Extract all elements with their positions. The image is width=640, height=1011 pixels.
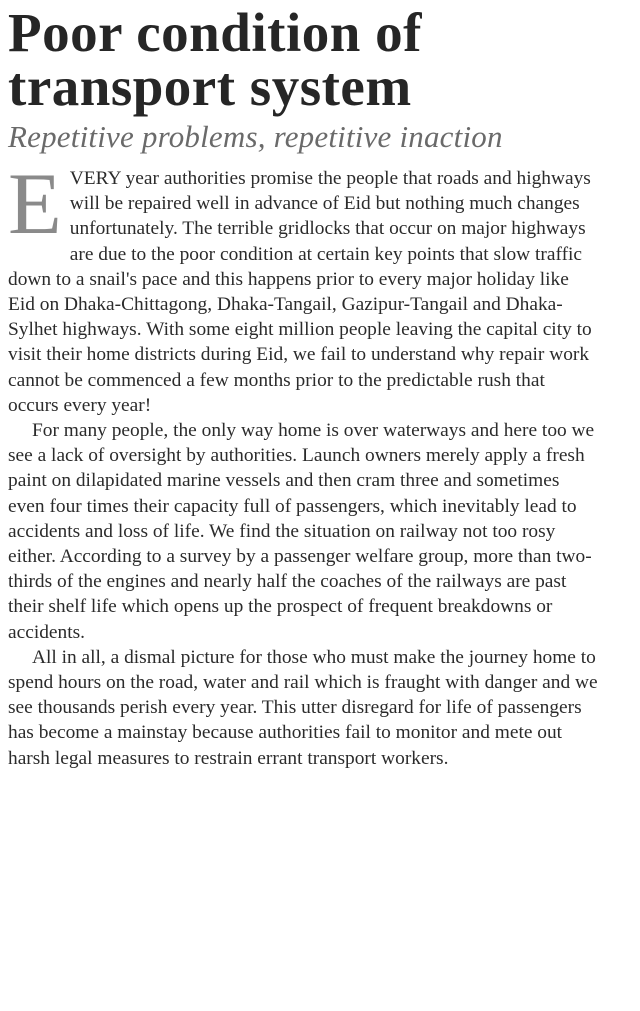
headline [8, 2, 598, 117]
drop-cap: E [8, 156, 62, 253]
headline-line-1: Poor condition of [8, 2, 422, 63]
paragraph-3: All in all, a dismal picture for those who must make the journey home to spend hours on the road, water and rail which is fraught with danger and we see thousands perish every year. This utter disregard for life of passengers has become a mainstay because authorities fail to monitor and mete out harsh legal measures to restrain errant transport workers. [8, 646, 598, 769]
headline-line-2: transport system [8, 56, 412, 117]
editorial-article [8, 2, 598, 771]
subheadline: Repetitive problems, repetitive inaction [8, 119, 503, 154]
article-body [8, 156, 598, 771]
paragraph-1-text: VERY year authorities promise the people that roads and highways will be repaired well in advance of Eid but nothing much changes unfortunately. The terrible gridlocks that occur on major highways are due to the poor condition at certain key points that slow traffic down to a snail's pace and this happens prior to every major holiday like Eid on Dhaka-Chittagong, Dhaka-Tangail, Gazipur-Tangail and Dhaka-Sylhet highways. With some eight million people leaving the capital city to visit their home districts during Eid, we fail to understand why repair work cannot be commenced a few months prior to the predictable rush that occurs every year! [8, 168, 592, 416]
paragraph-2: For many people, the only way home is over waterways and here too we see a lack of oversight by authorities. Launch owners merely apply a fresh paint on dilapidated marine vessels and then cram three and sometimes even four times their capacity full of passengers, which inevitably lead to accidents and loss of life. We find the situation on railway not too rosy either. According to a survey by a passenger welfare group, more than two-thirds of the engines and nearly half the coaches of the railways are past their shelf life which opens up the prospect of frequent breakdowns or accidents. [8, 420, 595, 643]
paragraph-1 [8, 156, 598, 418]
